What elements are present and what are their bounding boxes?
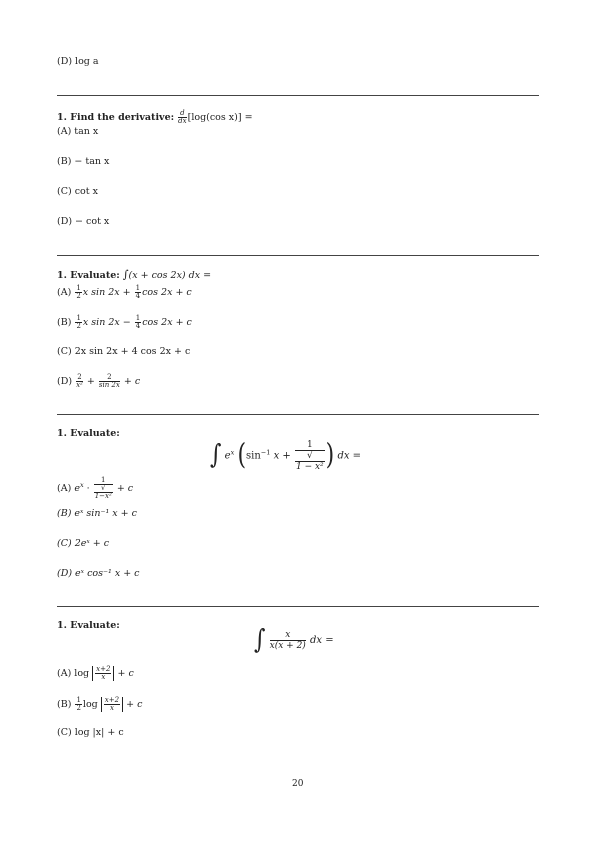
- question-expression: [log(cos x)] =: [187, 112, 253, 123]
- option-b: (B) $\frac{1}{2}$ log $\frac{x+2}{x}$ + c: [57, 696, 143, 712]
- integral-sign: ∫: [122, 268, 129, 281]
- option-d: (D) $\frac{2}{\text{x²}}$ + $\frac{2}{\sin 2x}$ + c: [57, 373, 141, 389]
- option-b: (B) $\frac{1}{2}$ x sin 2x − $\frac{1}{4}$ cos 2x + c: [57, 314, 192, 330]
- option-a: (A) tan x: [57, 126, 99, 137]
- question-label: 1. Find the derivative:: [57, 112, 175, 123]
- integral-sign: ∫: [254, 624, 266, 655]
- option-a: (A) log $\frac{x+2}{x}$ + c: [57, 665, 134, 681]
- option-c: (C) 2x sin 2x + 4 cos 2x + c: [57, 346, 191, 357]
- option-b: (B) eˣ sin⁻¹ x + c: [57, 508, 137, 519]
- option-c: (C) 2eˣ + c: [57, 538, 110, 549]
- option-a: (A) $e^x$ · 1 √ 1−x² + c: [57, 476, 134, 500]
- question-expression: (x + cos 2x) dx =: [128, 270, 212, 281]
- integral-sign: ∫: [210, 440, 222, 471]
- question-4-display-equation: ∫ $\frac{x}{x(x + 2)}$ dx =: [254, 624, 334, 655]
- prev-option-d: (D) log a: [57, 56, 99, 67]
- question-2: [57, 269, 211, 282]
- question-3-label: 1. Evaluate:: [57, 428, 120, 439]
- divider: [57, 414, 539, 415]
- option-d: (D) eˣ cos⁻¹ x + c: [57, 568, 140, 579]
- option-d: (D) − cot x: [57, 216, 110, 227]
- divider: [57, 606, 539, 607]
- option-b: (B) − tan x: [57, 156, 110, 167]
- question-4-label: 1. Evaluate:: [57, 620, 120, 631]
- question-label: 1. Evaluate:: [57, 270, 120, 281]
- derivative-operator: $\frac{d}{dx}$: [178, 109, 187, 125]
- divider: [57, 255, 539, 256]
- question-3-display-equation: ∫ $e^x$ ($\sin^{-1}$ x + 1 √ 1 − x² ) dx =: [210, 439, 362, 472]
- divider: [57, 95, 539, 96]
- option-c: (C) cot x: [57, 186, 98, 197]
- option-a: (A) $\frac{1}{2}$ x sin 2x + $\frac{1}{4}$ cos 2x + c: [57, 284, 192, 300]
- page-number: 20: [292, 779, 304, 789]
- question-1: [57, 110, 253, 125]
- option-c: (C) log |x| + c: [57, 727, 124, 738]
